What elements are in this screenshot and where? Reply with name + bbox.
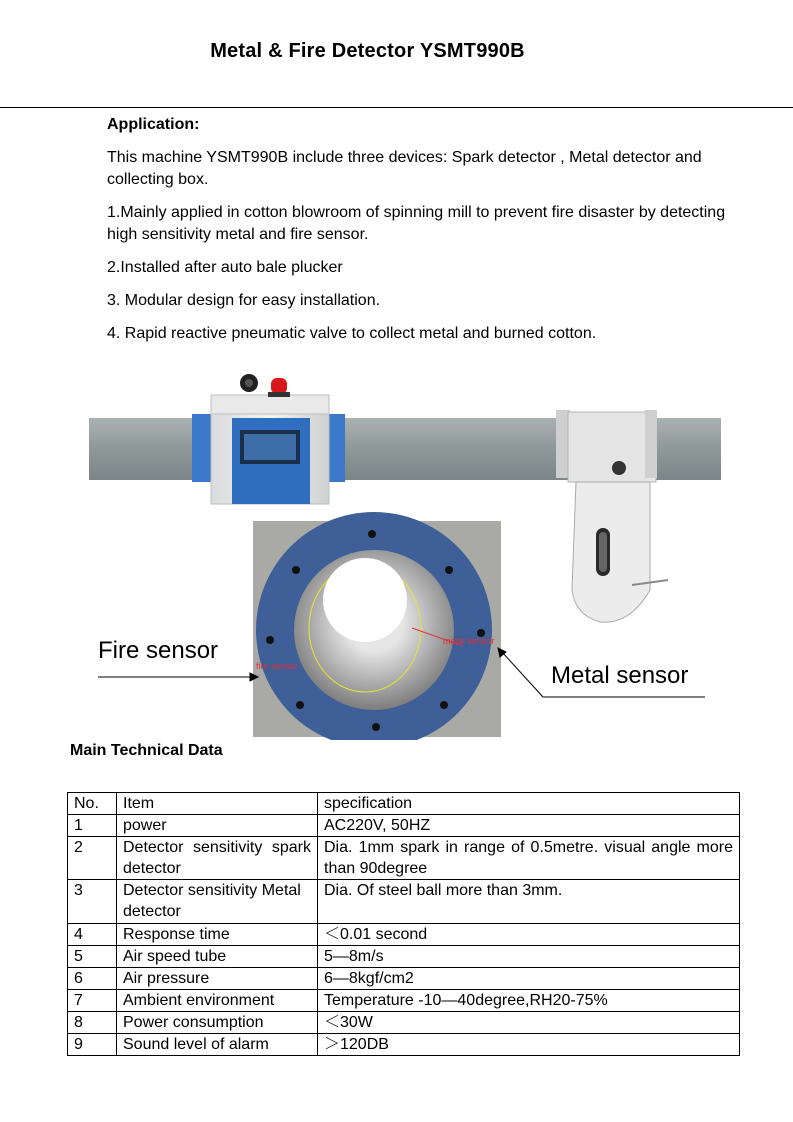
row-no: 2 (68, 837, 117, 880)
table-row (68, 968, 740, 990)
header-item: Item (117, 793, 318, 815)
row-item: Air pressure (117, 968, 318, 990)
row-spec: ＜30W (318, 1012, 740, 1034)
application-section (107, 114, 727, 356)
application-paragraph: 3. Modular design for easy installation. (107, 292, 381, 309)
page-title: Metal & Fire Detector YSMT990B (210, 40, 525, 62)
row-spec: ＜0.01 second (318, 924, 740, 946)
row-item: Sound level of alarm (117, 1034, 318, 1056)
metal-sensor-label: Metal sensor (551, 662, 689, 689)
title-divider (0, 107, 793, 108)
left-collar (192, 414, 212, 482)
collecting-box (556, 410, 668, 622)
row-spec: 5—8m/s (318, 946, 740, 968)
row-spec: AC220V, 50HZ (318, 815, 740, 837)
technical-data-heading: Main Technical Data (70, 742, 223, 759)
table-header-row (68, 793, 740, 815)
row-item: Ambient environment (117, 990, 318, 1012)
row-no: 1 (68, 815, 117, 837)
sensor-ring-photo (253, 512, 501, 740)
row-no: 6 (68, 968, 117, 990)
application-paragraph: 4. Rapid reactive pneumatic valve to collect metal and burned cotton. (107, 325, 597, 342)
row-no: 8 (68, 1012, 117, 1034)
row-spec: Temperature -10—40degree,RH20-75% (318, 990, 740, 1012)
table-row (68, 815, 740, 837)
row-item: Detector sensitivity Metal detector (117, 880, 318, 924)
row-item: Air speed tube (117, 946, 318, 968)
row-spec: Dia. 1mm spark in range of 0.5metre. visual angle more than 90degree (318, 837, 740, 880)
table-row (68, 946, 740, 968)
row-item: power (117, 815, 318, 837)
row-no: 5 (68, 946, 117, 968)
table-row (68, 990, 740, 1012)
row-spec: Dia. Of steel ball more than 3mm. (318, 880, 740, 924)
small-metal-sensor-label: metal sensor (443, 636, 495, 646)
spark-detector-unit (211, 374, 329, 504)
row-spec: ＞120DB (318, 1034, 740, 1056)
table-row (68, 880, 740, 924)
table-row (68, 837, 740, 880)
technical-data-table (67, 792, 740, 1056)
application-paragraph: 1.Mainly applied in cotton blowroom of spinning mill to prevent fire disaster by detecting high sensitivity metal and fire sensor. (107, 204, 726, 243)
alarm-light-icon (271, 378, 287, 394)
row-spec: 6—8kgf/cm2 (318, 968, 740, 990)
row-no: 7 (68, 990, 117, 1012)
row-item: Power consumption (117, 1012, 318, 1034)
row-no: 9 (68, 1034, 117, 1056)
table-row (68, 1012, 740, 1034)
row-item: Response time (117, 924, 318, 946)
fire-sensor-label: Fire sensor (98, 637, 219, 664)
table-row (68, 924, 740, 946)
table-row (68, 1034, 740, 1056)
header-specification: specification (318, 793, 740, 815)
application-paragraph: 2.Installed after auto bale plucker (107, 259, 343, 276)
right-collar (327, 414, 345, 482)
header-no: No. (68, 793, 117, 815)
application-heading: Application: (107, 116, 200, 133)
row-no: 4 (68, 924, 117, 946)
row-no: 3 (68, 880, 117, 924)
row-item: Detector sensitivity spark detector (117, 837, 318, 880)
small-fire-sensor-label: fire sensor (256, 661, 299, 671)
application-paragraph: This machine YSMT990B include three devices: Spark detector , Metal detector and collecting box. (107, 149, 702, 188)
